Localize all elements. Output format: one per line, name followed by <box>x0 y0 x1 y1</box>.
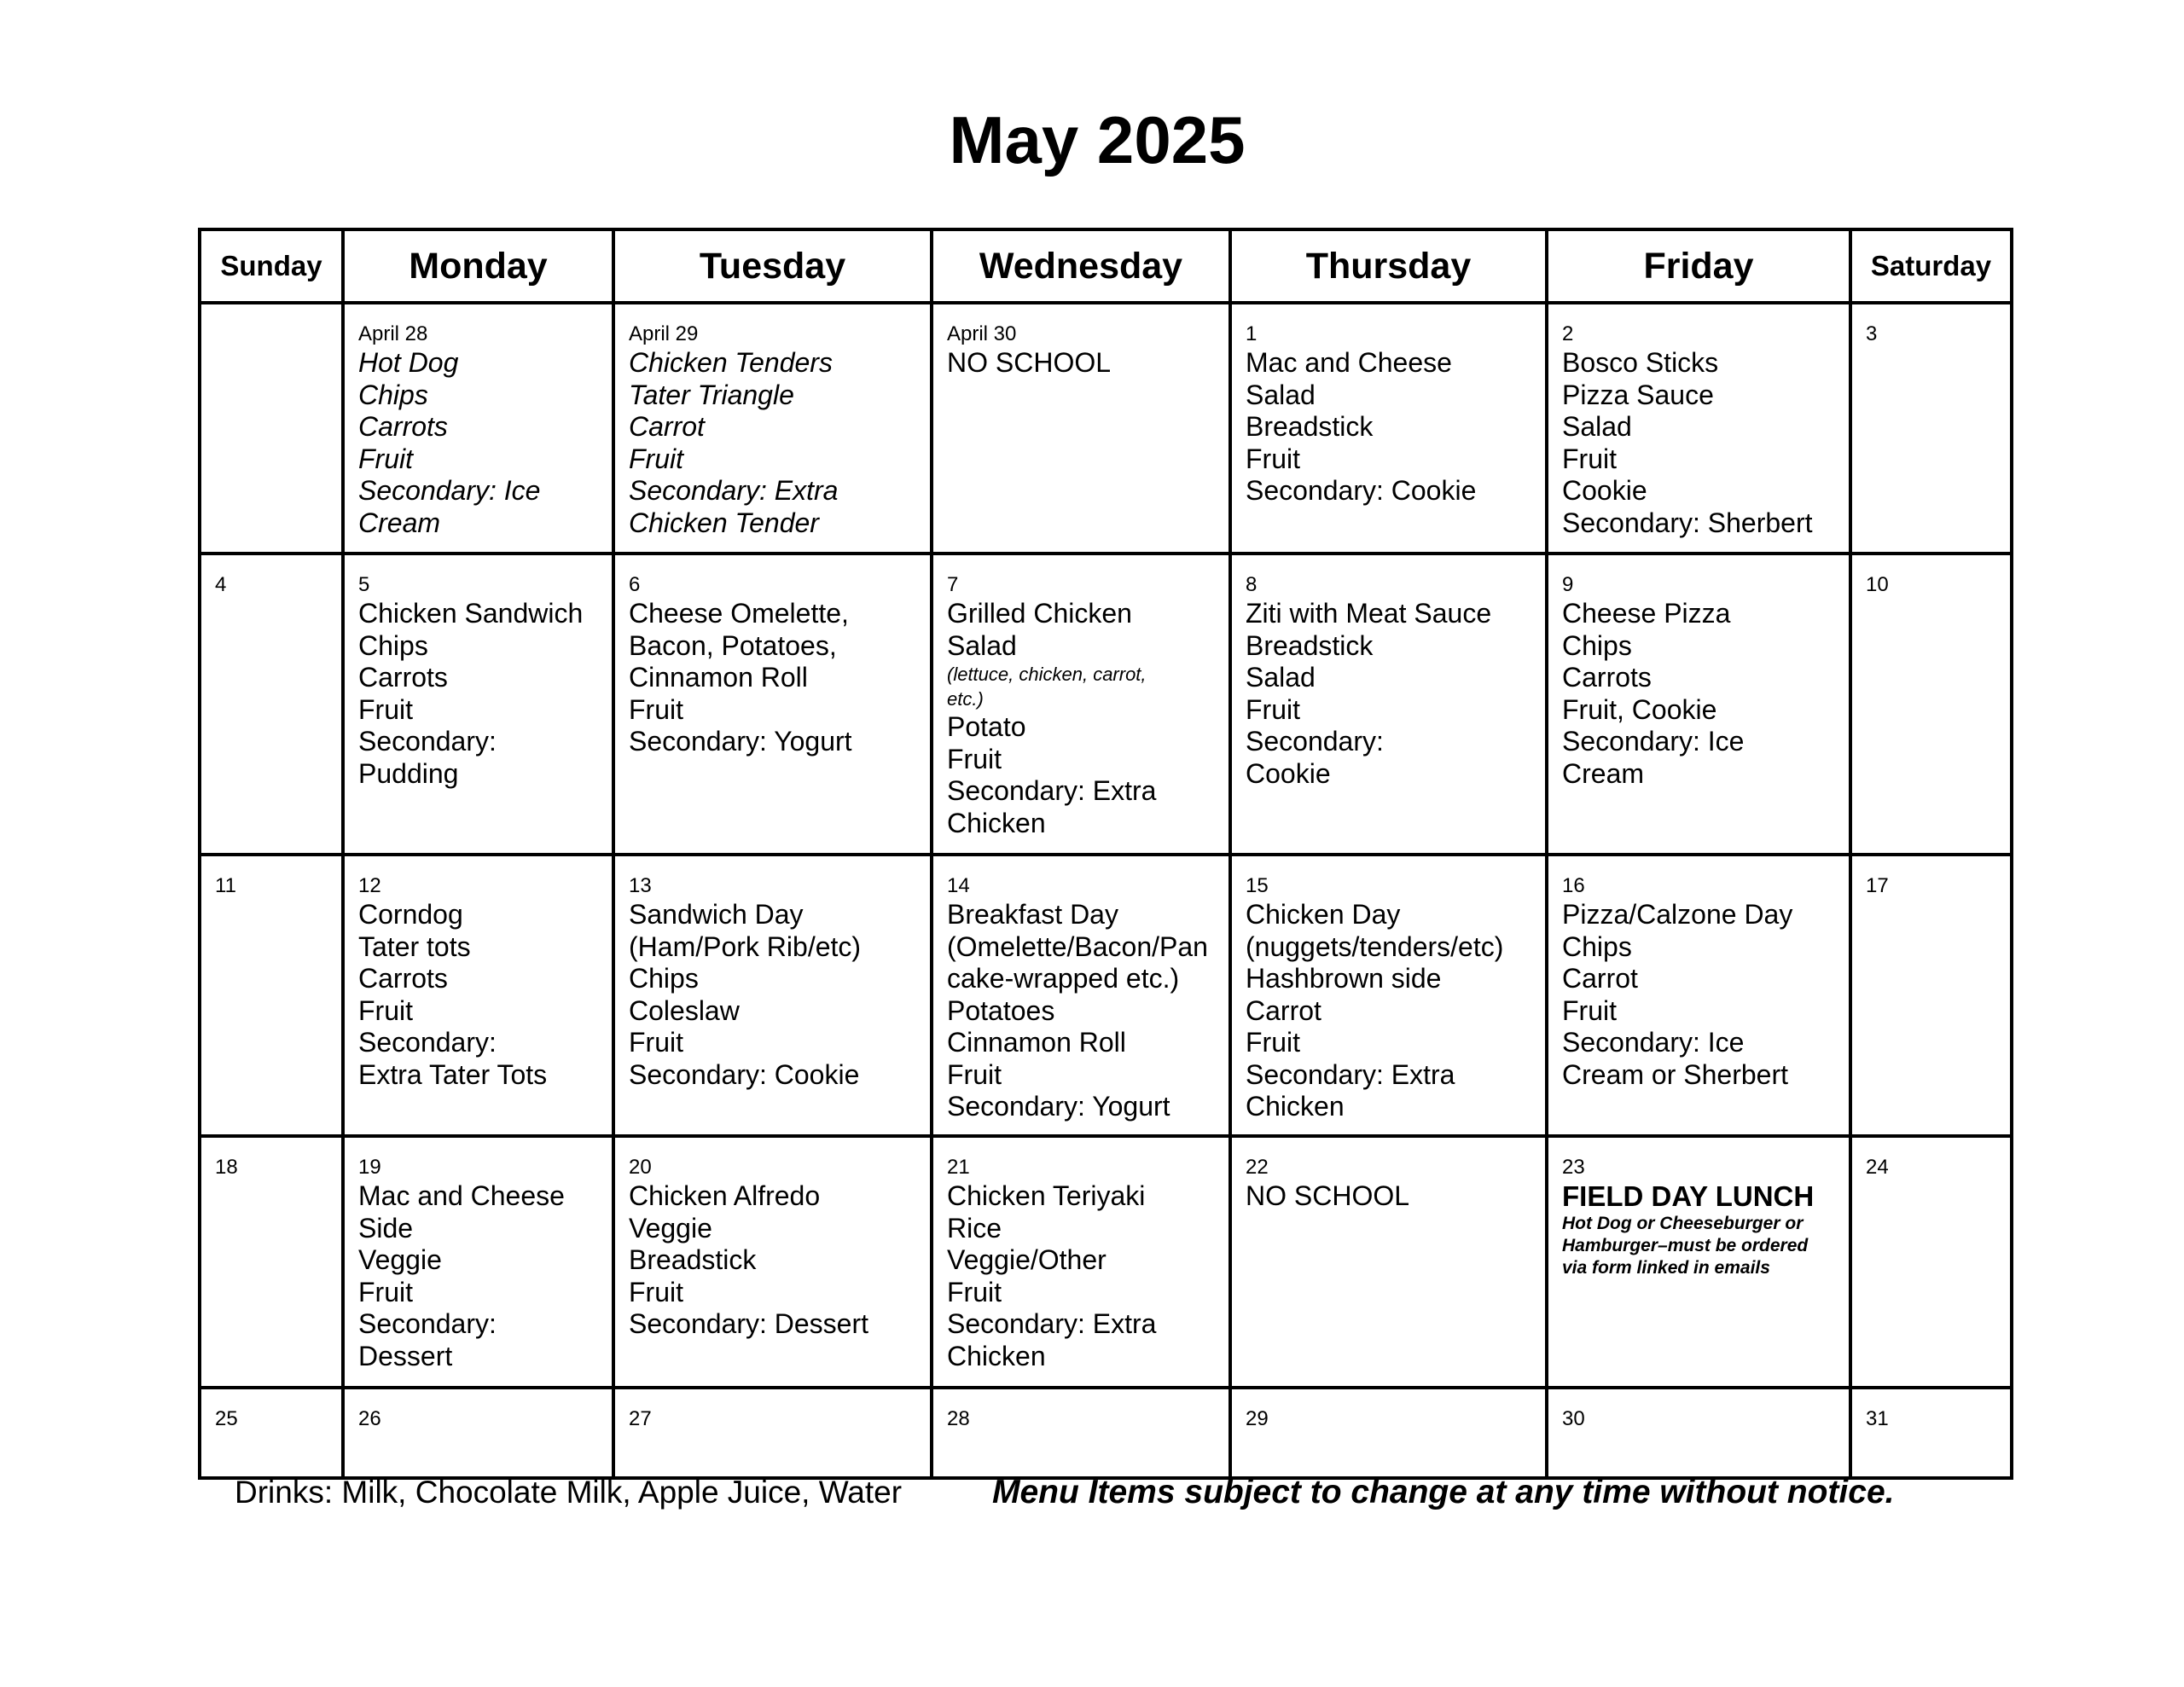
menu-list <box>947 347 1217 380</box>
menu-item: Salad <box>1246 379 1316 410</box>
menu-list <box>947 1180 1217 1372</box>
date-label: 28 <box>947 1407 970 1430</box>
week-row <box>200 855 2012 1136</box>
menu-item: Fruit <box>358 443 413 474</box>
day-cell-tue <box>613 554 932 855</box>
menu-change-notice: Menu Items subject to change at any time without notice. <box>992 1474 1895 1510</box>
menu-item: Breakfast Day <box>947 899 1118 930</box>
date-label: 23 <box>1562 1156 1585 1179</box>
menu-item: NO SCHOOL <box>1246 1180 1410 1211</box>
header-sunday: Sunday <box>200 229 343 303</box>
menu-item: Carrots <box>358 662 448 693</box>
menu-item: Secondary: Extra <box>947 775 1157 806</box>
date-label: 21 <box>947 1156 970 1179</box>
menu-list <box>1246 1180 1533 1213</box>
day-cell-fri <box>1547 554 1850 855</box>
menu-item: Cheese Omelette, <box>629 598 849 629</box>
menu-item: Sandwich Day <box>629 899 804 930</box>
menu-item: Salad <box>1246 662 1316 693</box>
day-cell-wed <box>932 1136 1230 1388</box>
date-label: 20 <box>629 1156 652 1179</box>
date-label: 22 <box>1246 1156 1269 1179</box>
date-label: 6 <box>629 573 641 596</box>
menu-item: Secondary: Sherbert <box>1562 507 1813 538</box>
menu-item: Mac and Cheese <box>1246 347 1452 378</box>
menu-item: Fruit <box>947 1058 1002 1090</box>
menu-item: Secondary: <box>358 726 497 757</box>
menu-list <box>947 598 1217 839</box>
menu-list <box>947 899 1217 1123</box>
menu-item: Cream <box>1562 757 1645 789</box>
date-label: 5 <box>358 573 370 596</box>
menu-item: Carrots <box>358 963 448 994</box>
day-cell-sat <box>1850 303 2012 554</box>
menu-item: Pizza/Calzone Day <box>1562 899 1793 930</box>
menu-item: Salad <box>1562 411 1632 442</box>
menu-item: Chicken Alfredo <box>629 1180 821 1211</box>
menu-item: Breadstick <box>1246 411 1374 442</box>
menu-item: Fruit <box>358 994 413 1026</box>
date-label: 14 <box>947 874 970 897</box>
menu-item: Extra Tater Tots <box>358 1058 548 1090</box>
menu-item: Dessert <box>358 1340 453 1371</box>
menu-item: Carrot <box>629 411 705 442</box>
menu-item: Chicken Teriyaki <box>947 1180 1146 1211</box>
date-label: 1 <box>1246 322 1258 345</box>
day-cell-mon <box>343 303 613 554</box>
date-label: 25 <box>215 1407 238 1430</box>
header-saturday: Saturday <box>1850 229 2012 303</box>
menu-item: Secondary: Dessert <box>629 1308 869 1339</box>
day-cell-mon <box>343 554 613 855</box>
day-cell-fri <box>1547 1388 1850 1478</box>
menu-item: Cinnamon Roll <box>629 662 808 693</box>
menu-item: Veggie <box>629 1212 712 1244</box>
menu-list <box>358 1180 600 1372</box>
menu-item: Fruit <box>1562 443 1617 474</box>
day-cell-wed <box>932 303 1230 554</box>
menu-item: Secondary: Extra <box>1246 1058 1455 1090</box>
header-monday: Monday <box>343 229 613 303</box>
menu-item: Side <box>358 1212 414 1244</box>
menu-item: Chips <box>358 629 428 661</box>
field-day-note: Hot Dog or Cheeseburger or <box>1562 1214 1804 1233</box>
date-label: 26 <box>358 1407 381 1430</box>
date-label: 10 <box>1866 573 1889 596</box>
date-label: 4 <box>215 573 227 596</box>
menu-list <box>358 899 600 1091</box>
menu-list <box>1246 598 1533 790</box>
menu-item: Mac and Cheese <box>358 1180 565 1211</box>
week-row <box>200 303 2012 554</box>
day-cell-thu <box>1230 303 1547 554</box>
day-cell-sat <box>1850 1136 2012 1388</box>
menu-item: Fruit, Cookie <box>1562 693 1717 725</box>
menu-item: Hashbrown side <box>1246 963 1442 994</box>
menu-list <box>1562 347 1837 539</box>
menu-item: Chicken <box>947 1340 1046 1371</box>
date-label: 29 <box>1246 1407 1269 1430</box>
menu-item: Secondary: Ice <box>1562 1027 1745 1058</box>
date-label: 16 <box>1562 874 1585 897</box>
menu-item: Chicken <box>947 807 1046 838</box>
date-label: 24 <box>1866 1156 1889 1179</box>
day-cell-fri <box>1547 855 1850 1136</box>
date-label: 18 <box>215 1156 238 1179</box>
menu-item: Secondary: Yogurt <box>629 726 852 757</box>
menu-item: Chicken Sandwich <box>358 598 584 629</box>
menu-item: Secondary: Ice <box>358 475 541 506</box>
date-label: 13 <box>629 874 652 897</box>
day-cell-mon <box>343 1136 613 1388</box>
menu-item: Veggie <box>358 1244 442 1275</box>
date-label: 11 <box>215 874 236 897</box>
menu-item: Hot Dog <box>358 347 459 378</box>
menu-list <box>629 1180 918 1341</box>
date-label: April 29 <box>629 322 699 345</box>
date-label: 15 <box>1246 874 1269 897</box>
field-day-note: via form linked in emails <box>1562 1258 1770 1278</box>
menu-item: Chips <box>358 379 428 410</box>
menu-list <box>358 598 600 790</box>
day-cell-thu <box>1230 1136 1547 1388</box>
menu-item: Potatoes <box>947 994 1055 1026</box>
menu-item: Bacon, Potatoes, <box>629 629 837 661</box>
day-cell-thu <box>1230 554 1547 855</box>
menu-item: Cream <box>358 507 441 538</box>
menu-item: Secondary: Yogurt <box>947 1091 1170 1122</box>
day-cell-wed <box>932 855 1230 1136</box>
menu-list <box>629 598 918 758</box>
menu-item: Ziti with Meat Sauce <box>1246 598 1492 629</box>
menu-list <box>1562 598 1837 790</box>
menu-item: Cookie <box>1246 757 1331 789</box>
menu-item: etc.) <box>947 688 984 710</box>
menu-list <box>1246 899 1533 1123</box>
menu-item: Chicken Tenders <box>629 347 833 378</box>
day-cell-mon <box>343 855 613 1136</box>
menu-item: Cookie <box>1562 475 1647 506</box>
menu-item: Secondary: <box>1246 726 1384 757</box>
menu-item: Tater Triangle <box>629 379 794 410</box>
menu-item: Breadstick <box>629 1244 757 1275</box>
menu-item: (nuggets/tenders/etc) <box>1246 930 1504 962</box>
date-label: 8 <box>1246 573 1258 596</box>
menu-item: cake-wrapped etc.) <box>947 963 1180 994</box>
week-row <box>200 554 2012 855</box>
drinks-note: Drinks: Milk, Chocolate Milk, Apple Juice, Water <box>235 1475 903 1510</box>
day-cell-sun <box>200 554 343 855</box>
day-cell-sat <box>1850 1388 2012 1478</box>
day-cell-wed <box>932 1388 1230 1478</box>
menu-item: Coleslaw <box>629 994 740 1026</box>
menu-item: Carrots <box>1562 662 1652 693</box>
date-label: 12 <box>358 874 381 897</box>
week-row <box>200 1388 2012 1478</box>
menu-list <box>629 347 918 539</box>
day-cell-wed <box>932 554 1230 855</box>
menu-item: Veggie/Other <box>947 1244 1107 1275</box>
menu-item: Carrot <box>1246 994 1321 1026</box>
menu-list <box>629 899 918 1091</box>
field-day-title: FIELD DAY LUNCH <box>1562 1180 1815 1212</box>
day-cell-tue <box>613 855 932 1136</box>
menu-item: Secondary: Cookie <box>1246 475 1477 506</box>
menu-item: (Omelette/Bacon/Pan <box>947 930 1208 962</box>
menu-item: Secondary: Ice <box>1562 726 1745 757</box>
menu-list <box>1246 347 1533 507</box>
header-wednesday: Wednesday <box>932 229 1230 303</box>
menu-item: Fruit <box>1246 1027 1300 1058</box>
calendar-table <box>198 228 2013 1480</box>
date-label: April 30 <box>947 322 1017 345</box>
week-row <box>200 1136 2012 1388</box>
day-cell-sun <box>200 1388 343 1478</box>
menu-item: Breadstick <box>1246 629 1374 661</box>
date-label: 17 <box>1866 874 1889 897</box>
day-cell-sun <box>200 855 343 1136</box>
menu-item: (Ham/Pork Rib/etc) <box>629 930 862 962</box>
menu-item: Secondary: Cookie <box>629 1058 860 1090</box>
day-cell-thu <box>1230 1388 1547 1478</box>
menu-item: Bosco Sticks <box>1562 347 1719 378</box>
day-cell-sat <box>1850 554 2012 855</box>
menu-item: Secondary: Extra <box>629 475 839 506</box>
menu-item: Fruit <box>358 1276 413 1307</box>
date-label: 9 <box>1562 573 1574 596</box>
date-label: 3 <box>1866 322 1878 345</box>
field-day-note: Hamburger–must be ordered <box>1562 1236 1809 1255</box>
menu-list <box>1562 899 1837 1091</box>
menu-item: Potato <box>947 711 1026 742</box>
day-cell-tue <box>613 1136 932 1388</box>
menu-item: Carrot <box>1562 963 1638 994</box>
date-label: 27 <box>629 1407 652 1430</box>
header-friday: Friday <box>1547 229 1850 303</box>
menu-list <box>1562 1180 1837 1279</box>
menu-item: Chips <box>629 963 699 994</box>
day-cell-tue <box>613 303 932 554</box>
menu-item: NO SCHOOL <box>947 347 1112 378</box>
menu-item: Tater tots <box>358 930 471 962</box>
menu-item: Cream or Sherbert <box>1562 1058 1788 1090</box>
menu-item: Fruit <box>1246 443 1300 474</box>
day-cell-fri <box>1547 303 1850 554</box>
menu-item: Fruit <box>1562 994 1617 1026</box>
menu-item: Chicken Day <box>1246 899 1401 930</box>
menu-item: Fruit <box>947 1276 1002 1307</box>
menu-item: Fruit <box>358 693 413 725</box>
menu-item: Fruit <box>629 443 683 474</box>
menu-item: Corndog <box>358 899 463 930</box>
date-label: 30 <box>1562 1407 1585 1430</box>
date-label: 7 <box>947 573 959 596</box>
menu-item: Chips <box>1562 629 1632 661</box>
day-cell-thu <box>1230 855 1547 1136</box>
menu-item: Chips <box>1562 930 1632 962</box>
date-label: 31 <box>1866 1407 1889 1430</box>
header-thursday: Thursday <box>1230 229 1547 303</box>
menu-item: Secondary: <box>358 1308 497 1339</box>
menu-item: Chicken Tender <box>629 507 819 538</box>
menu-item: Pudding <box>358 757 459 789</box>
menu-item: Fruit <box>629 1276 683 1307</box>
menu-item: Pizza Sauce <box>1562 379 1714 410</box>
menu-item: Secondary: Extra <box>947 1308 1157 1339</box>
menu-list <box>358 347 600 539</box>
menu-item: Cinnamon Roll <box>947 1027 1126 1058</box>
menu-item: Cheese Pizza <box>1562 598 1731 629</box>
day-cell-mon <box>343 1388 613 1478</box>
day-cell-tue <box>613 1388 932 1478</box>
menu-item: (lettuce, chicken, carrot, <box>947 664 1147 685</box>
date-label: 19 <box>358 1156 381 1179</box>
day-cell-sun <box>200 303 343 554</box>
menu-item: Chicken <box>1246 1091 1345 1122</box>
day-cell-sun <box>200 1136 343 1388</box>
menu-item: Fruit <box>629 1027 683 1058</box>
menu-item: Secondary: <box>358 1027 497 1058</box>
menu-item: Rice <box>947 1212 1002 1244</box>
menu-item: Fruit <box>1246 693 1300 725</box>
day-cell-sat <box>1850 855 2012 1136</box>
header-tuesday: Tuesday <box>613 229 932 303</box>
menu-item: Fruit <box>947 743 1002 774</box>
menu-item: Grilled Chicken <box>947 598 1132 629</box>
date-label: April 28 <box>358 322 428 345</box>
day-cell-fri <box>1547 1136 1850 1388</box>
menu-item: Fruit <box>629 693 683 725</box>
page-title: May 2025 <box>949 102 1246 177</box>
date-label: 2 <box>1562 322 1574 345</box>
weekday-header-row <box>200 229 2012 303</box>
menu-item: Salad <box>947 629 1017 661</box>
menu-item: Carrots <box>358 411 448 442</box>
